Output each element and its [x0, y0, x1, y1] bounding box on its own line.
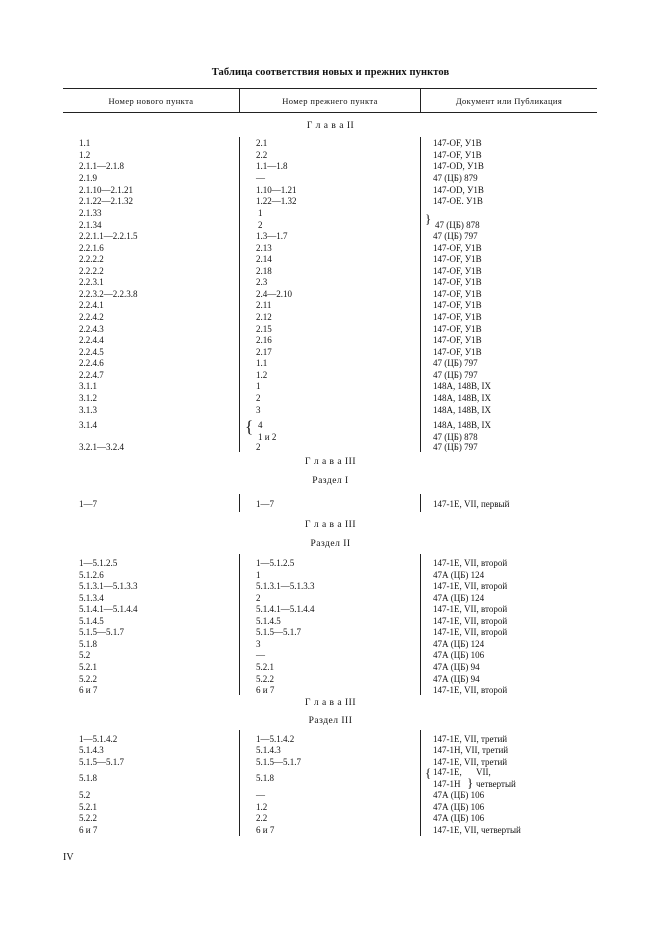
old-number-cell: 3: [256, 405, 261, 415]
old-number-cell: 2: [256, 442, 261, 452]
old-number-cell: 2.11: [256, 300, 272, 310]
old-number-cell: 1 и 2: [258, 432, 277, 442]
chapter-heading: Г л а в а III: [304, 457, 357, 467]
doc-number-cell: 47А (ЦБ) 106: [433, 650, 485, 660]
brace-icon: }: [425, 211, 432, 226]
column-divider: [420, 730, 421, 836]
new-number-cell: 2.2.2.2: [79, 254, 104, 264]
old-number-cell: 1: [256, 381, 261, 391]
old-number-cell: 2.1: [256, 138, 268, 148]
doc-number-cell: 148А, 148В, IX: [433, 405, 491, 415]
old-number-cell: 1: [256, 570, 261, 580]
old-number-cell: 1: [258, 208, 263, 218]
column-divider: [239, 137, 240, 452]
doc-number-cell: 47 (ЦБ) 878: [433, 432, 478, 442]
old-number-cell: 5.1.8: [256, 773, 274, 783]
doc-number-cell: 47 (ЦБ) 879: [433, 173, 478, 183]
new-number-cell: 3.1.3: [79, 405, 97, 415]
new-number-cell: 2.2.1.1—2.2.1.5: [79, 231, 138, 241]
doc-number-cell: 147-OF, У1В: [433, 324, 482, 334]
column-divider: [239, 554, 240, 695]
doc-number-cell: 47 (ЦБ) 797: [433, 442, 478, 452]
old-number-cell: 1.1: [256, 358, 268, 368]
doc-number-cell: 147-OD, У1В: [433, 185, 484, 195]
column-divider: [239, 730, 240, 836]
new-number-cell: 2.2.4.3: [79, 324, 104, 334]
doc-number-cell: 47 (ЦБ) 797: [433, 358, 478, 368]
old-number-cell: 2.18: [256, 266, 272, 276]
new-number-cell: 2.1.33: [79, 208, 102, 218]
new-number-cell: 5.2.2: [79, 813, 97, 823]
section-heading: Раздел III: [308, 716, 353, 726]
doc-number-cell: 147-1Е, VII, второй: [433, 627, 508, 637]
new-number-cell: 5.1.5—5.1.7: [79, 627, 124, 637]
new-number-cell: 2.1.9: [79, 173, 97, 183]
section-heading: Раздел II: [310, 539, 351, 549]
chapter-heading: Г л а в а III: [304, 520, 357, 530]
doc-number-cell: 47А (ЦБ) 106: [433, 813, 485, 823]
doc-number-cell: 147-OF, У1В: [433, 254, 482, 264]
old-number-cell: 5.1.5—5.1.7: [256, 757, 301, 767]
new-number-cell: 5.1.8: [79, 773, 97, 783]
new-number-cell: 5.1.4.3: [79, 745, 104, 755]
header-document: Документ или Публикация: [455, 96, 563, 106]
old-number-cell: 6 и 7: [256, 685, 275, 695]
doc-number-cell: 147-OE. У1В: [433, 196, 483, 206]
old-number-cell: 1.2: [256, 370, 268, 380]
new-number-cell: 5.2.1: [79, 662, 97, 672]
new-number-cell: 1—5.1.4.2: [79, 734, 118, 744]
doc-number-cell: 148А, 148В, IX: [433, 393, 491, 403]
new-number-cell: 1.1: [79, 138, 91, 148]
doc-number-cell: 147-OF, У1В: [433, 138, 482, 148]
column-divider: [420, 554, 421, 695]
new-number-cell: 2.2.1.6: [79, 243, 104, 253]
new-number-cell: 3.1.1: [79, 381, 97, 391]
new-number-cell: 5.1.4.1—5.1.4.4: [79, 604, 138, 614]
new-number-cell: 5.1.8: [79, 639, 97, 649]
old-number-cell: 4: [258, 420, 263, 430]
column-divider: [420, 494, 421, 512]
doc-number-cell: 147-1Е, VII, второй: [433, 558, 508, 568]
doc-number-cell: 147-OF, У1В: [433, 335, 482, 345]
header-divider: [420, 89, 421, 112]
doc-number-cell: 148А, 148В, IX: [433, 420, 491, 430]
doc-cell: 147-1Е,: [433, 767, 462, 777]
new-number-cell: 6 и 7: [79, 685, 98, 695]
chapter-heading: Г л а в а II: [306, 121, 355, 131]
header-old-number: Номер прежнего пункта: [282, 96, 378, 106]
old-number-cell: 2.14: [256, 254, 272, 264]
brace-icon: {: [425, 765, 432, 780]
header-new-number: Номер нового пункта: [108, 96, 194, 106]
doc-number-cell: 147-OF, У1В: [433, 347, 482, 357]
old-number-cell: 1—7: [256, 499, 274, 509]
old-number-cell: 2: [258, 220, 263, 230]
new-number-cell: 2.2.4.4: [79, 335, 104, 345]
doc-number-cell: 147-1Е, VII, третий: [433, 734, 508, 744]
old-number-cell: 1.1—1.8: [256, 161, 288, 171]
new-number-cell: 5.1.5—5.1.7: [79, 757, 124, 767]
new-number-cell: 5.2.2: [79, 674, 97, 684]
new-number-cell: 2.2.4.1: [79, 300, 104, 310]
old-number-cell: 5.1.5—5.1.7: [256, 627, 301, 637]
new-number-cell: 2.2.4.6: [79, 358, 104, 368]
chapter-heading: Г л а в а III: [304, 698, 357, 708]
old-number-cell: 1.3—1.7: [256, 231, 288, 241]
old-number-cell: 5.1.4.3: [256, 745, 281, 755]
doc-number-cell: 147-1Н, VII, третий: [433, 745, 509, 755]
doc-number-cell: 147-1Е, VII, первый: [433, 499, 510, 509]
new-number-cell: 5.1.3.1—5.1.3.3: [79, 581, 138, 591]
new-number-cell: 3.2.1—3.2.4: [79, 442, 124, 452]
old-number-cell: 2.15: [256, 324, 272, 334]
new-number-cell: 5.2.1: [79, 802, 97, 812]
old-number-cell: 1.22—1.32: [256, 196, 297, 206]
doc-number-cell: 147-OD, У1В: [433, 161, 484, 171]
doc-number-cell: 147-1Е, VII, третий: [433, 757, 508, 767]
old-number-cell: —: [256, 790, 265, 800]
section-heading: Раздел I: [312, 476, 349, 486]
old-number-cell: 1.10—1.21: [256, 185, 297, 195]
old-number-cell: 2.12: [256, 312, 272, 322]
header-divider: [239, 89, 240, 112]
brace-icon: {: [245, 417, 254, 436]
old-number-cell: 6 и 7: [256, 825, 275, 835]
doc-number-cell: 47А (ЦБ) 94: [433, 662, 480, 672]
doc-number-cell: 147-1Е, VII, второй: [433, 685, 508, 695]
doc-number-cell: 147-OF, У1В: [433, 289, 482, 299]
old-number-cell: 5.1.3.1—5.1.3.3: [256, 581, 315, 591]
doc-number-cell: 147-OF, У1В: [433, 312, 482, 322]
doc-cell: четвертый: [476, 779, 516, 789]
top-rule: [63, 88, 597, 89]
old-number-cell: 3: [256, 639, 261, 649]
new-number-cell: 5.1.3.4: [79, 593, 104, 603]
old-number-cell: 1.2: [256, 802, 268, 812]
old-number-cell: —: [256, 650, 265, 660]
new-number-cell: 2.1.22—2.1.32: [79, 196, 133, 206]
doc-number-cell: 148А, 148В, IX: [433, 381, 491, 391]
old-number-cell: 1—5.1.2.5: [256, 558, 295, 568]
new-number-cell: 2.2.4.7: [79, 370, 104, 380]
table-title: Таблица соответствия новых и прежних пунктов: [211, 67, 450, 78]
column-divider: [239, 494, 240, 512]
old-number-cell: 2.17: [256, 347, 272, 357]
doc-number-cell: 147-1Е, VII, второй: [433, 616, 508, 626]
doc-cell: 147-1Н: [433, 779, 461, 789]
doc-number-cell: 47А (ЦБ) 124: [433, 639, 485, 649]
doc-number-cell: 47 (ЦБ) 797: [433, 370, 478, 380]
old-number-cell: 2: [256, 393, 261, 403]
new-number-cell: 1.2: [79, 150, 91, 160]
old-number-cell: 5.1.4.5: [256, 616, 281, 626]
new-number-cell: 3.1.4: [79, 420, 97, 430]
doc-number-cell: 47А (ЦБ) 106: [433, 802, 485, 812]
old-number-cell: 2.4—2.10: [256, 289, 292, 299]
doc-number-cell: 147-OF, У1В: [433, 266, 482, 276]
brace-icon: }: [467, 775, 474, 790]
doc-cell: VII,: [476, 767, 491, 777]
new-number-cell: 2.1.10—2.1.21: [79, 185, 133, 195]
old-number-cell: —: [256, 173, 265, 183]
header-rule: [63, 112, 597, 113]
new-number-cell: 5.1.2.6: [79, 570, 104, 580]
doc-number-cell: 47А (ЦБ) 94: [433, 674, 480, 684]
new-number-cell: 2.1.34: [79, 220, 102, 230]
doc-number-cell: 47 (ЦБ) 878: [435, 220, 480, 230]
old-number-cell: 2.13: [256, 243, 272, 253]
new-number-cell: 5.1.4.5: [79, 616, 104, 626]
new-number-cell: 1—5.1.2.5: [79, 558, 118, 568]
new-number-cell: 2.2.3.1: [79, 277, 104, 287]
doc-number-cell: 147-OF, У1В: [433, 277, 482, 287]
doc-number-cell: 147-OF, У1В: [433, 150, 482, 160]
old-number-cell: 5.2.2: [256, 674, 274, 684]
old-number-cell: 1—5.1.4.2: [256, 734, 295, 744]
old-number-cell: 2.2: [256, 813, 268, 823]
old-number-cell: 2.16: [256, 335, 272, 345]
new-number-cell: 2.2.2.2: [79, 266, 104, 276]
new-number-cell: 2.2.4.5: [79, 347, 104, 357]
old-number-cell: 5.2.1: [256, 662, 274, 672]
new-number-cell: 2.2.4.2: [79, 312, 104, 322]
old-number-cell: 2.3: [256, 277, 268, 287]
page-number: IV: [63, 852, 74, 863]
old-number-cell: 2.2: [256, 150, 268, 160]
new-number-cell: 1—7: [79, 499, 97, 509]
doc-number-cell: 147-1Е, VII, второй: [433, 581, 508, 591]
new-number-cell: 5.2: [79, 790, 91, 800]
doc-number-cell: 47А (ЦБ) 106: [433, 790, 485, 800]
old-number-cell: 5.1.4.1—5.1.4.4: [256, 604, 315, 614]
old-number-cell: 2: [256, 593, 261, 603]
new-number-cell: 2.1.1—2.1.8: [79, 161, 124, 171]
doc-number-cell: 47А (ЦБ) 124: [433, 593, 485, 603]
new-number-cell: 5.2: [79, 650, 91, 660]
doc-number-cell: 47А (ЦБ) 124: [433, 570, 485, 580]
doc-number-cell: 47 (ЦБ) 797: [433, 231, 478, 241]
new-number-cell: 6 и 7: [79, 825, 98, 835]
new-number-cell: 3.1.2: [79, 393, 97, 403]
doc-number-cell: 147-OF, У1В: [433, 243, 482, 253]
doc-number-cell: 147-OF, У1В: [433, 300, 482, 310]
doc-number-cell: 147-1Е, VII, четвертый: [433, 825, 521, 835]
new-number-cell: 2.2.3.2—2.2.3.8: [79, 289, 138, 299]
doc-number-cell: 147-1Е, VII, второй: [433, 604, 508, 614]
column-divider: [420, 137, 421, 452]
